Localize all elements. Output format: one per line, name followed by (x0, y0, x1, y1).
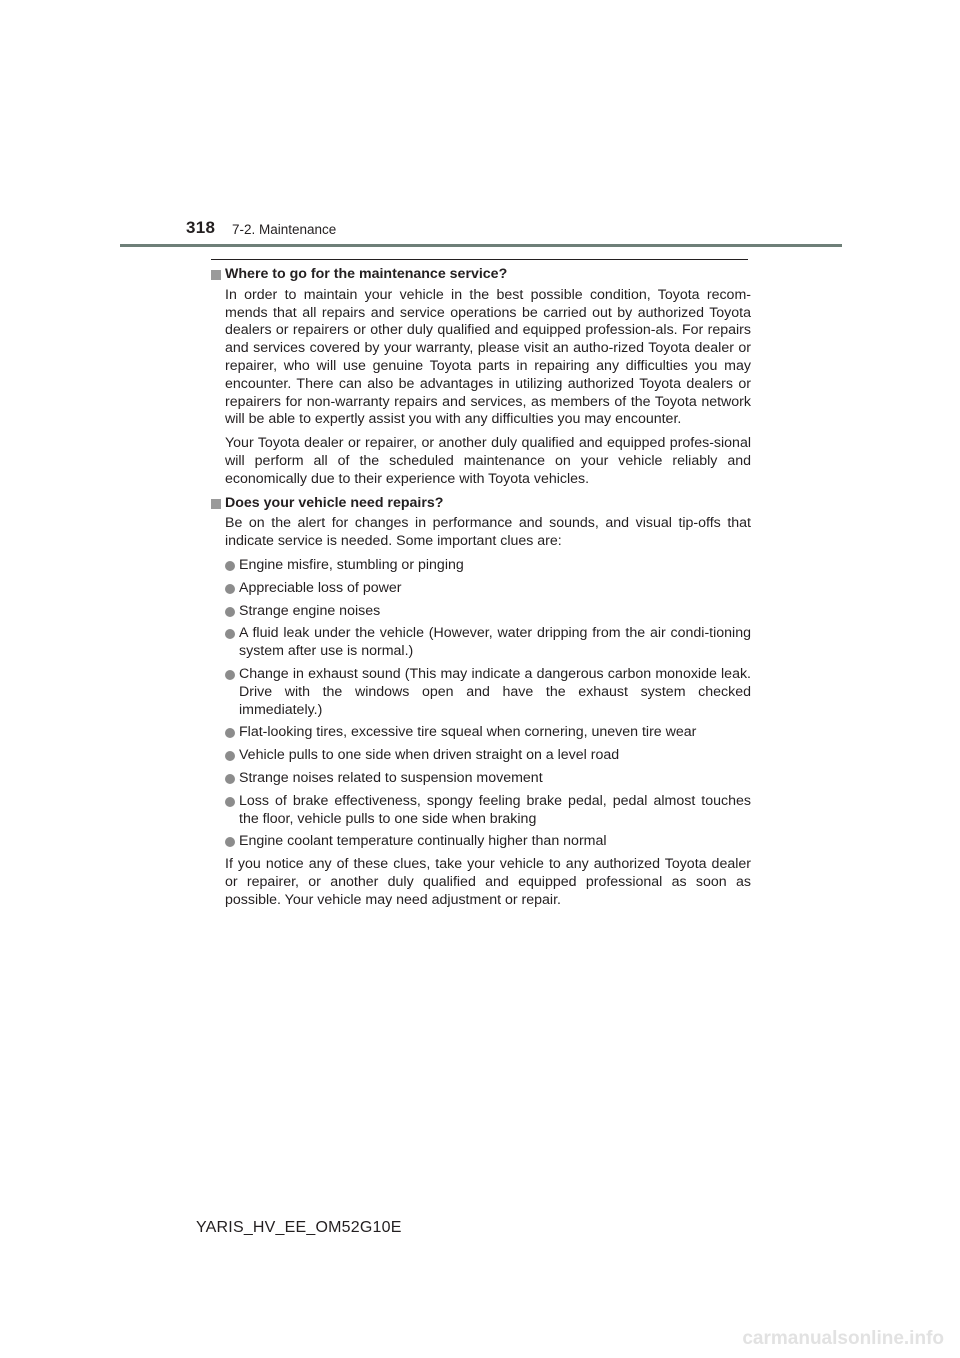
list-item (225, 724, 751, 742)
round-bullet-icon (225, 751, 235, 761)
list-item-text: Appreciable loss of power (239, 579, 402, 596)
square-bullet-icon (211, 270, 221, 280)
list-item (225, 666, 751, 719)
round-bullet-icon (225, 629, 235, 639)
page-content (211, 266, 751, 916)
section-heading (211, 266, 751, 284)
list-item-text: Strange engine noises (239, 602, 381, 619)
round-bullet-icon (225, 561, 235, 571)
round-bullet-icon (225, 837, 235, 847)
paragraph: Your Toyota dealer or repairer, or another duly qualified and equipped profes-sional will perform all of the scheduled maintenance on your vehicle reliably and economically due to their experience with Toyota vehicles. (225, 435, 751, 487)
page-number: 318 (186, 218, 216, 237)
list-item-text: Loss of brake effectiveness, spongy feeling brake pedal, pedal almost touches the floor, vehicle pulls to one side when braking (239, 792, 751, 827)
round-bullet-icon (225, 670, 235, 680)
list-item (225, 770, 751, 788)
list-item (225, 793, 751, 829)
round-bullet-icon (225, 797, 235, 807)
paragraph: Be on the alert for changes in performance and sounds, and visual tip-offs that indicate service is needed. Some important clues are: (225, 515, 751, 550)
paragraph: In order to maintain your vehicle in the best possible condition, Toyota recom-mends that all repairs and service operations be carried out by authorized Toyota dealers or repairers or other duly qualified and equipped profession-als. For repairs and services covered by your warranty, please visit an autho-rized Toyota dealer or repairer, who will use genuine Toyota parts in repairing any difficulties you may encounter. There can also be advantages in utilizing authorized Toyota dealers or repairers for non-warranty repairs and services, as members of the Toyota network will be able to expertly assist you with any difficulties you may encounter. (225, 286, 751, 428)
heading-text: Does your vehicle need repairs? (225, 494, 444, 511)
list-item (225, 833, 751, 851)
list-item-text: Engine coolant temperature continually higher than normal (239, 833, 607, 850)
header-rule (120, 244, 842, 247)
list-item-text: Flat-looking tires, excessive tire squeal when cornering, uneven tire wear (239, 724, 697, 741)
round-bullet-icon (225, 774, 235, 784)
list-item-text: Engine misfire, stumbling or pinging (239, 556, 464, 573)
round-bullet-icon (225, 728, 235, 738)
watermark: carmanualsonline.info (742, 1328, 944, 1349)
heading-text: Where to go for the maintenance service? (225, 266, 508, 282)
round-bullet-icon (225, 607, 235, 617)
list-item (225, 580, 751, 598)
list-item-text: Strange noises related to suspension movement (239, 769, 543, 786)
paragraph: If you notice any of these clues, take your vehicle to any authorized Toyota dealer or repairer, or another duly qualified and equipped professional as soon as possible. Your vehicle may need adjustment or repair. (225, 856, 751, 908)
section-divider (211, 259, 748, 260)
document-code: YARIS_HV_EE_OM52G10E (196, 1219, 402, 1236)
section-heading (211, 495, 751, 513)
round-bullet-icon (225, 584, 235, 594)
list-item (225, 557, 751, 575)
list-item-text: Vehicle pulls to one side when driven straight on a level road (239, 747, 620, 764)
list-item (225, 747, 751, 765)
list-item-text: Change in exhaust sound (This may indicate a dangerous carbon monoxide leak. Drive with the windows open and have the exhaust system checked immediately.) (239, 665, 751, 718)
list-item-text: A fluid leak under the vehicle (However, water dripping from the air condi-tioning system after use is normal.) (239, 625, 751, 660)
list-item (225, 625, 751, 661)
square-bullet-icon (211, 499, 221, 509)
list-item (225, 603, 751, 621)
section-title: 7-2. Maintenance (232, 222, 337, 237)
